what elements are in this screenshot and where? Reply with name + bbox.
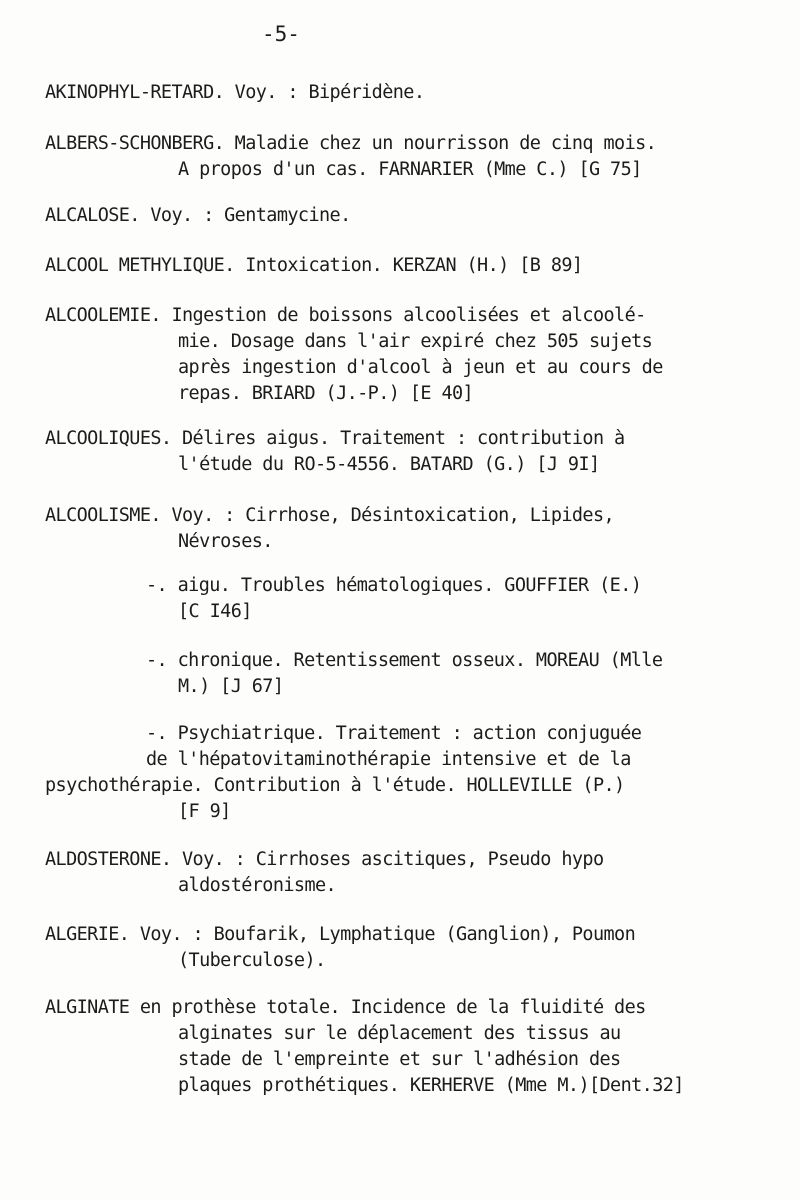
entry-alcoolemie-line-1: ALCOOLEMIE. Ingestion de boissons alcoolisées et alcoolé- xyxy=(45,305,646,326)
entry-alcoolemie-line-3: après ingestion d'alcool à jeun et au cours de xyxy=(178,357,663,378)
entry-alcoolisme-line-2: Névroses. xyxy=(178,531,273,552)
entry-alcoolisme-chronique-line-2: M.) [J 67] xyxy=(178,676,284,697)
entry-alcoolisme-psychiatrique-line-2: de l'hépatovitaminothérapie intensive et de la xyxy=(146,749,631,770)
entry-aldosterone-line-1: ALDOSTERONE. Voy. : Cirrhoses ascitiques, Pseudo hypo xyxy=(45,849,604,870)
entry-alcooliques-line-1: ALCOOLIQUES. Délires aigus. Traitement : contribution à xyxy=(45,428,625,449)
entry-alcoolisme-aigu-line-2: [C I46] xyxy=(178,601,252,622)
entry-akinophyl-line-1: AKINOPHYL-RETARD. Voy. : Bipéridène. xyxy=(45,82,425,103)
entry-albers-line-1: ALBERS-SCHONBERG. Maladie chez un nourrisson de cinq mois. xyxy=(45,133,657,154)
entry-algerie-line-1: ALGERIE. Voy. : Boufarik, Lymphatique (Ganglion), Poumon xyxy=(45,924,636,945)
entry-alcoolisme-psychiatrique-line-4: [F 9] xyxy=(178,801,231,822)
entry-alginate-line-3: stade de l'empreinte et sur l'adhésion des xyxy=(178,1049,621,1070)
entry-alginate-line-2: alginates sur le déplacement des tissus au xyxy=(178,1023,621,1044)
entry-aldosterone-line-2: aldostéronisme. xyxy=(178,875,337,896)
entry-alcooliques-line-2: l'étude du RO-5-4556. BATARD (G.) [J 9I] xyxy=(178,454,600,475)
entry-alcoolisme-line-1: ALCOOLISME. Voy. : Cirrhose, Désintoxication, Lipides, xyxy=(45,505,615,526)
page-number: -5- xyxy=(262,22,300,46)
entry-alcoolisme-psychiatrique-line-3: psychothérapie. Contribution à l'étude. HOLLEVILLE (P.) xyxy=(45,775,625,796)
entry-algerie-line-2: (Tuberculose). xyxy=(178,950,326,971)
entry-alginate-line-1: ALGINATE en prothèse totale. Incidence de la fluidité des xyxy=(45,997,646,1018)
entry-alcoolemie-line-4: repas. BRIARD (J.-P.) [E 40] xyxy=(178,383,474,404)
entry-alcalose-line-1: ALCALOSE. Voy. : Gentamycine. xyxy=(45,205,351,226)
entry-alcoolisme-chronique-line-1: -. chronique. Retentissement osseux. MOREAU (Mlle xyxy=(146,650,663,671)
entry-alcoolisme-psychiatrique-line-1: -. Psychiatrique. Traitement : action conjuguée xyxy=(146,723,642,744)
entry-alcoolisme-aigu-line-1: -. aigu. Troubles hématologiques. GOUFFIER (E.) xyxy=(146,575,642,596)
entry-alcool-methylique-line-1: ALCOOL METHYLIQUE. Intoxication. KERZAN (H.) [B 89] xyxy=(45,255,583,276)
entry-albers-line-2: A propos d'un cas. FARNARIER (Mme C.) [G 75] xyxy=(178,159,642,180)
entry-alginate-line-4: plaques prothétiques. KERHERVE (Mme M.)[Dent.32] xyxy=(178,1075,684,1096)
entry-alcoolemie-line-2: mie. Dosage dans l'air expiré chez 505 sujets xyxy=(178,331,653,352)
